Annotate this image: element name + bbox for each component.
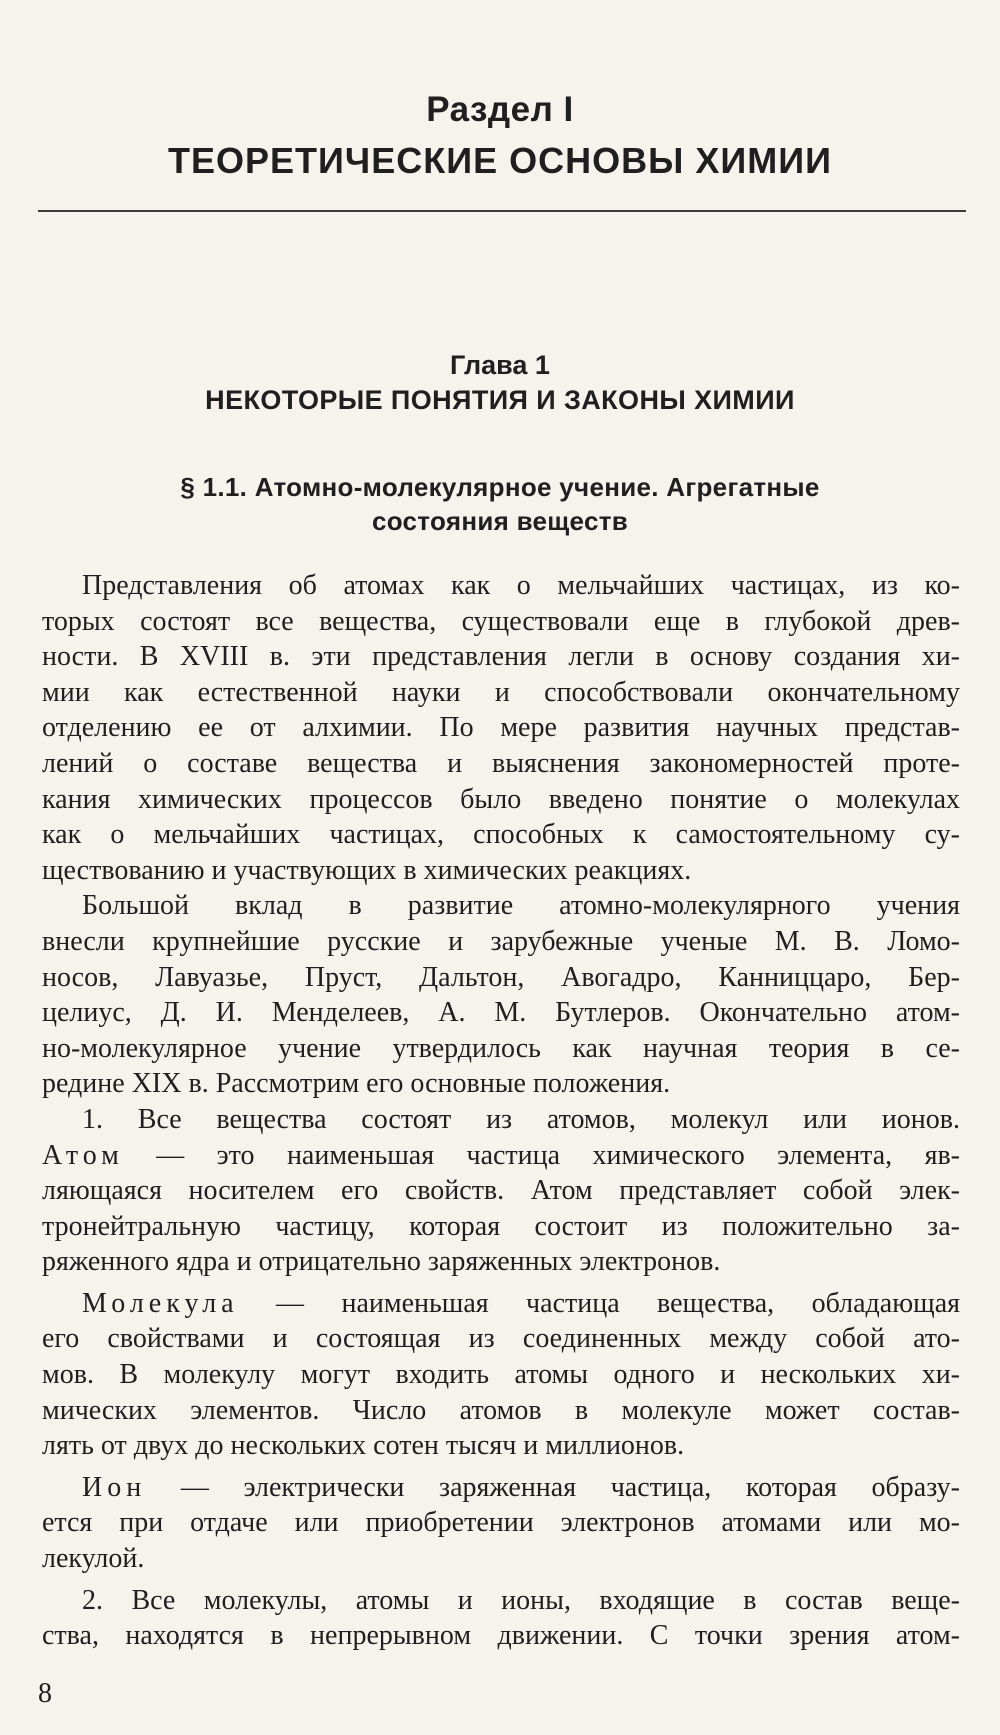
text-line: Представления об атомах как о мельчайших частицах, из ко- (82, 570, 960, 601)
text-line: ляющаяся носителем его свойств. Атом представляет собой элек- (42, 1175, 960, 1207)
text-fragment: — это наименьшая частица химического элемента, яв- (156, 1139, 960, 1171)
text-line: кания химических процессов было введено понятие о молекулах (42, 783, 960, 815)
term-ion: Ион (82, 1471, 147, 1503)
text-line: но-молекулярное учение утвердилось как научная теория в се- (42, 1032, 960, 1064)
text-line: тронейтральную частицу, которая состоит из положительно за- (42, 1210, 960, 1242)
text-line: ществованию и участвующих в химических реакциях. (42, 854, 692, 886)
body-text (42, 568, 960, 1654)
paragraph-heading (0, 470, 1000, 538)
section-title: ТЕОРЕТИЧЕСКИЕ ОСНОВЫ ХИМИИ (168, 140, 832, 181)
text-line (42, 1286, 960, 1322)
text-line: ства, находятся в непрерывном движении. С точки зрения атом- (42, 1620, 960, 1652)
text-line: Большой вклад в развитие атомно-молекулярного учения (82, 890, 960, 922)
page-number: 8 (38, 1678, 52, 1709)
text-line: отделению ее от алхимии. По мере развития научных представ- (42, 712, 960, 744)
text-line: его свойствами и состоящая из соединенных между собой ато- (42, 1323, 960, 1355)
text-fragment: — наименьшая частица вещества, обладающая (276, 1287, 960, 1319)
text-line: 1. Все вещества состоят из атомов, молекул или ионов. (82, 1103, 960, 1135)
paragraph-heading-line-2: состояния веществ (371, 506, 629, 536)
text-line: внесли крупнейшие русские и зарубежные ученые М. В. Ломо- (42, 925, 960, 957)
paragraph-3 (42, 1102, 960, 1280)
text-fragment: — электрически заряженная частица, которая образу- (180, 1471, 960, 1503)
chapter-label: Глава 1 (450, 350, 550, 380)
paragraph-heading-line-1: § 1.1. Атомно-молекулярное учение. Агрегатные (180, 472, 820, 502)
chapter-title: НЕКОТОРЫЕ ПОНЯТИЯ И ЗАКОНЫ ХИМИИ (205, 385, 795, 415)
term-atom: Атом (42, 1139, 124, 1171)
text-line: лять от двух до нескольких сотен тысяч и миллионов. (42, 1430, 685, 1462)
text-line: редине XIX в. Рассмотрим его основные положения. (42, 1068, 671, 1100)
text-line: целиус, Д. И. Менделеев, А. М. Бутлеров. Окончательно атом- (42, 997, 960, 1029)
text-line: мии как естественной науки и способствовали окончательному (42, 676, 960, 708)
paragraph-6 (42, 1583, 960, 1654)
text-line (42, 1470, 960, 1506)
text-line: ется при отдаче или приобретении электронов атомами или мо- (42, 1507, 960, 1539)
text-line: ности. В XVIII в. эти представления легли в основу создания хи- (42, 641, 960, 673)
term-molecule: Молекула (82, 1287, 239, 1319)
text-line: торых состоят все вещества, существовали еще в глубокой древ- (42, 605, 960, 637)
paragraph-5 (42, 1470, 960, 1577)
text-line: мических элементов. Число атомов в молекуле может состав- (42, 1394, 960, 1426)
paragraph-4 (42, 1286, 960, 1464)
text-line: мов. В молекулу могут входить атомы одного и нескольких хи- (42, 1359, 960, 1391)
paragraph-2 (42, 888, 960, 1102)
text-line: носов, Лавуазье, Пруст, Дальтон, Авогадро, Канниццаро, Бер- (42, 961, 960, 993)
paragraph-1 (42, 568, 960, 888)
text-line: ряженного ядра и отрицательно заряженных электронов. (42, 1246, 721, 1278)
text-line: лений о составе вещества и выяснения закономерностей проте- (42, 747, 960, 779)
section-label: Раздел I (426, 90, 574, 129)
text-line (42, 1138, 960, 1174)
section-divider (38, 210, 966, 212)
text-line: лекулой. (42, 1543, 145, 1575)
text-line: 2. Все молекулы, атомы и ионы, входящие в состав веще- (82, 1584, 960, 1616)
text-line: как о мельчайших частицах, способных к самостоятельному су- (42, 819, 960, 851)
